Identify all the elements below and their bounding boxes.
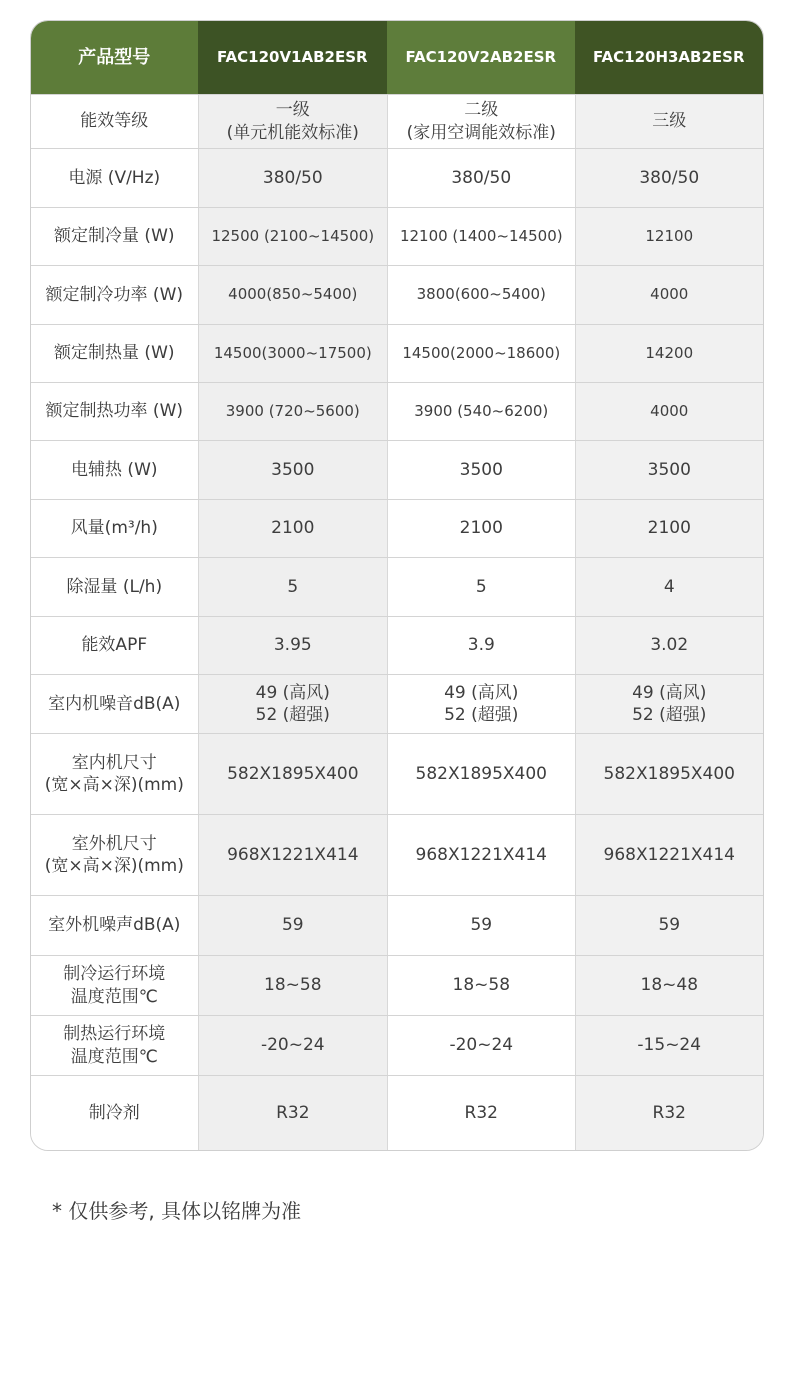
row-label (31, 441, 198, 499)
value-line: 18~58 (264, 975, 322, 996)
row-label-line: 温度范围℃ (70, 1046, 158, 1067)
value-line: 49 (高风) (255, 682, 330, 703)
row-label-line: 风量(m³/h) (70, 518, 158, 539)
row-label-line: 室内机尺寸 (71, 752, 157, 773)
row-value-model-3 (575, 149, 763, 207)
row-label (31, 383, 198, 440)
row-value-model-3 (575, 500, 763, 557)
row-value-model-2 (387, 500, 574, 557)
value-line: 3500 (271, 459, 315, 480)
row-value-model-3 (575, 558, 763, 616)
row-value-model-3 (575, 896, 763, 955)
value-line: 5 (475, 576, 487, 597)
row-label-line: 能效APF (81, 635, 148, 656)
value-line: 5 (287, 576, 299, 597)
value-line: 3.95 (273, 635, 312, 656)
row-value-model-2 (387, 383, 574, 440)
value-line: 3500 (647, 459, 691, 480)
table-row (31, 1075, 763, 1150)
value-line: -20~24 (260, 1035, 325, 1056)
row-value-model-2 (387, 617, 574, 674)
row-value-model-3 (575, 383, 763, 440)
row-value-model-1 (198, 675, 387, 733)
row-value-model-1 (198, 325, 387, 382)
table-row (31, 148, 763, 207)
table-row (31, 895, 763, 955)
row-value-model-1 (198, 149, 387, 207)
row-label (31, 95, 198, 148)
table-row (31, 324, 763, 382)
value-line: 3500 (459, 459, 503, 480)
row-value-model-3 (575, 1016, 763, 1075)
table-row (31, 955, 763, 1015)
value-line: 380/50 (262, 167, 323, 188)
footnote: * 仅供参考, 具体以铭牌为准 (52, 1199, 302, 1223)
row-label-line: 除湿量 (L/h) (66, 576, 163, 597)
row-value-model-3 (575, 325, 763, 382)
value-line: (家用空调能效标准) (406, 122, 556, 143)
row-label (31, 558, 198, 616)
value-line: 12500 (2100~14500) (211, 226, 375, 245)
row-value-model-3 (575, 956, 763, 1015)
header-label: 产品型号 (31, 21, 198, 94)
row-label (31, 617, 198, 674)
header-model-3: FAC120H3AB2ESR (575, 21, 763, 94)
row-value-model-3 (575, 95, 763, 148)
value-line: 14200 (645, 343, 694, 362)
row-value-model-2 (387, 208, 574, 265)
value-line: -20~24 (449, 1035, 514, 1056)
row-value-model-3 (575, 815, 763, 895)
value-line: (单元机能效标准) (226, 122, 359, 143)
value-line: 三级 (652, 111, 687, 132)
value-line: 一级 (275, 100, 310, 121)
row-value-model-1 (198, 617, 387, 674)
row-value-model-1 (198, 1076, 387, 1150)
row-value-model-1 (198, 558, 387, 616)
row-label-line: 室外机尺寸 (71, 833, 157, 854)
row-value-model-2 (387, 956, 574, 1015)
value-line: 59 (658, 915, 681, 936)
row-value-model-1 (198, 208, 387, 265)
value-line: 968X1221X414 (603, 844, 735, 865)
row-label (31, 208, 198, 265)
value-line: 380/50 (639, 167, 700, 188)
table-body (31, 94, 763, 1150)
value-line: 12100 (645, 226, 694, 245)
row-label-line: 室外机噪声dB(A) (48, 915, 181, 936)
row-label (31, 956, 198, 1015)
table-row (31, 733, 763, 814)
table-row (31, 557, 763, 616)
row-value-model-3 (575, 675, 763, 733)
row-value-model-3 (575, 734, 763, 814)
row-value-model-1 (198, 734, 387, 814)
row-value-model-2 (387, 1076, 574, 1150)
row-label (31, 1016, 198, 1075)
row-value-model-2 (387, 95, 574, 148)
row-label (31, 325, 198, 382)
row-label (31, 266, 198, 324)
row-label-line: 电辅热 (W) (71, 459, 158, 480)
value-line: 14500(2000~18600) (402, 343, 561, 362)
row-value-model-3 (575, 1076, 763, 1150)
row-value-model-2 (387, 1016, 574, 1075)
value-line: 4000(850~5400) (228, 285, 358, 304)
row-value-model-2 (387, 815, 574, 895)
value-line: 3900 (540~6200) (414, 401, 549, 420)
row-value-model-3 (575, 208, 763, 265)
row-label-line: 制冷剂 (88, 1102, 140, 1123)
row-label-line: 制冷运行环境 (63, 964, 166, 985)
table-row (31, 382, 763, 440)
row-value-model-2 (387, 266, 574, 324)
table-row (31, 499, 763, 557)
row-label-line: 额定制热量 (W) (54, 343, 175, 364)
value-line: 968X1221X414 (415, 844, 547, 865)
value-line: -15~24 (637, 1035, 702, 1056)
row-label-line: 室内机噪音dB(A) (48, 693, 181, 714)
row-value-model-2 (387, 325, 574, 382)
row-label-line: 额定制冷功率 (W) (45, 284, 184, 305)
value-line: 582X1895X400 (227, 763, 359, 784)
value-line: 4000 (650, 401, 689, 420)
table-row (31, 814, 763, 895)
value-line: R32 (276, 1102, 310, 1123)
table-row (31, 440, 763, 499)
table-row (31, 1015, 763, 1075)
value-line: 4 (663, 576, 675, 597)
value-line: 2100 (647, 518, 691, 539)
value-line: 3900 (720~5600) (225, 401, 360, 420)
value-line: 2100 (459, 518, 503, 539)
row-label-line: 温度范围℃ (70, 986, 158, 1007)
value-line: 49 (高风) (632, 682, 707, 703)
spec-table (30, 20, 764, 1151)
row-value-model-1 (198, 500, 387, 557)
row-value-model-2 (387, 896, 574, 955)
value-line: 59 (470, 915, 493, 936)
value-line: 968X1221X414 (227, 844, 359, 865)
row-label (31, 734, 198, 814)
row-label (31, 149, 198, 207)
value-line: R32 (464, 1102, 498, 1123)
row-label-line: 制热运行环境 (63, 1024, 166, 1045)
row-label-line: 能效等级 (80, 111, 149, 132)
row-label-line: (宽×高×深)(mm) (44, 856, 184, 876)
table-row (31, 616, 763, 674)
row-label (31, 675, 198, 733)
row-value-model-2 (387, 734, 574, 814)
row-value-model-1 (198, 1016, 387, 1075)
table-row (31, 207, 763, 265)
header-model-2: FAC120V2AB2ESR (387, 21, 574, 94)
row-value-model-1 (198, 95, 387, 148)
table-row (31, 674, 763, 733)
row-label-line: 额定制冷量 (W) (54, 226, 175, 247)
row-label (31, 500, 198, 557)
value-line: 3.9 (467, 635, 495, 656)
row-label (31, 815, 198, 895)
row-label-line: 电源 (V/Hz) (68, 167, 161, 188)
row-label (31, 896, 198, 955)
value-line: 49 (高风) (444, 682, 519, 703)
value-line: 380/50 (451, 167, 512, 188)
header-model-1: FAC120V1AB2ESR (198, 21, 387, 94)
row-value-model-2 (387, 675, 574, 733)
row-label-line: 额定制热功率 (W) (45, 401, 184, 422)
row-value-model-2 (387, 558, 574, 616)
row-label (31, 1076, 198, 1150)
value-line: 18~48 (640, 975, 699, 996)
value-line: 4000 (650, 285, 689, 304)
value-line: 二级 (464, 100, 499, 121)
row-value-model-3 (575, 617, 763, 674)
value-line: 18~58 (452, 975, 511, 996)
value-line: 582X1895X400 (415, 763, 547, 784)
table-row (31, 94, 763, 148)
value-line: 52 (超强) (632, 705, 707, 725)
row-value-model-3 (575, 266, 763, 324)
row-label-line: (宽×高×深)(mm) (44, 775, 184, 795)
value-line: 582X1895X400 (603, 763, 735, 784)
table-row (31, 265, 763, 324)
value-line: 3800(600~5400) (416, 285, 546, 304)
value-line: 59 (281, 915, 304, 936)
value-line: 12100 (1400~14500) (399, 226, 563, 245)
value-line: R32 (652, 1102, 686, 1123)
row-value-model-1 (198, 441, 387, 499)
row-value-model-3 (575, 441, 763, 499)
value-line: 3.02 (650, 635, 689, 656)
value-line: 52 (超强) (255, 705, 330, 725)
value-line: 52 (超强) (444, 705, 519, 725)
value-line: 14500(3000~17500) (213, 343, 372, 362)
row-value-model-1 (198, 266, 387, 324)
value-line: 2100 (271, 518, 315, 539)
table-header-row (31, 21, 763, 94)
row-value-model-2 (387, 441, 574, 499)
row-value-model-1 (198, 956, 387, 1015)
row-value-model-1 (198, 815, 387, 895)
row-value-model-1 (198, 383, 387, 440)
row-value-model-2 (387, 149, 574, 207)
row-value-model-1 (198, 896, 387, 955)
